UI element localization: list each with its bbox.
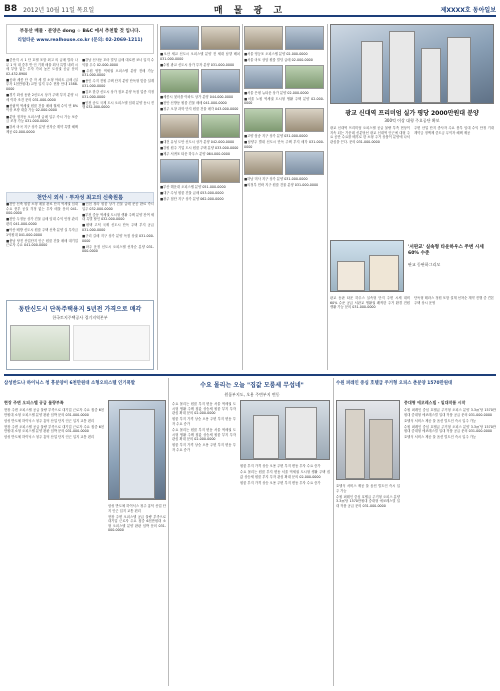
paragraph: 수원 퍼레인 중심 호텔급 주거형 오피스 분양 3.3㎡당 1570만원대 중대형 에코레스빌 일대 작품 공급 문의 031-000-0000 <box>404 408 496 417</box>
paragraph: 삼성 반도체 하이닉스 청주 흥덕 산업 단지 인근 입지 교통 편리 <box>4 435 95 440</box>
listing: ■아산 배방 신도시 원룸 주택 신축 분양 실 투자금 1억원대 041-000-0000 <box>6 227 78 237</box>
listing: ■청주 오창 과학 단지 원룸 건물 매각 043-000-0000 <box>160 107 239 112</box>
seopangyo-subheadline: 판교 동판하그리모 <box>408 262 441 267</box>
dongtan-ad <box>6 300 154 370</box>
property-thumbnail <box>244 108 283 132</box>
bottom-feature-2-headline: 수요 몰리는 오늘 "집값 모룸세 무섭네" <box>200 382 304 389</box>
property-thumbnail <box>160 114 199 138</box>
paragraph: 원룸 부지 가격 상승 오용 주변 부지 변동 투자 수요 증가 <box>240 464 321 468</box>
property-thumbnail <box>244 151 283 175</box>
bottom-feature-1-article <box>4 408 104 684</box>
listing: ■김포 한강 신도시 상가 점포 분양 독점 업종 지정 031-000-0000 <box>82 90 154 99</box>
dongtan-ad-title: 동탄신도시 단독주택용지 5년전 가격으로 매각 <box>18 306 142 313</box>
thumb-row <box>244 65 324 89</box>
column-1b <box>6 202 78 297</box>
thumb-row <box>160 114 240 138</box>
listing: ■용인 수지 전원 주택 단지 분양 단독형 맞춤 설계 031-000-0000 <box>82 79 154 88</box>
listing: ■천안 신축 원룸 소형 매물 완료 단지 역세권 임대 수요 풍부 공실 걱정 없는 투자 매물 문의 041-000-0000 <box>6 202 78 216</box>
paragraph: 원룸 부지 가격 상승 오용 주변 부지 변동 투자 수요 증가 <box>240 480 321 485</box>
listing: ■천안 신방동 원룸 건물 매매 041-000-0000 <box>160 101 227 106</box>
property-thumbnail <box>285 65 324 89</box>
column-1 <box>6 58 78 188</box>
dongtan-ad-body <box>10 325 150 361</box>
listing: ■수원 광교 신도시 상가 투자 분양 031-000-0000 <box>160 62 235 67</box>
bottom-feature-3-photo <box>336 400 400 480</box>
property-thumbnail <box>244 65 283 89</box>
bottom-feature-2-article-b <box>240 464 330 684</box>
thumb-row <box>160 26 240 50</box>
listing: ■경기 화성 동탄 2신도시 상가 주택 부지 분양 시세 이하 조건 문의 031-000-0000 <box>6 93 78 102</box>
listing: ■송파 세종 단 중 작 세 빌 소형 아파트 급매 (실 투자 1천만원대) 교통 입지 우수 현장 안내 1588-0000 <box>6 77 78 92</box>
property-thumbnail <box>285 151 324 175</box>
gwanggyo-article <box>330 126 494 238</box>
listing: ■남양주 별내 신도시 단독 주택 부지 매각 031-000-0000 <box>244 140 324 149</box>
property-thumbnail <box>201 69 240 93</box>
listing: ■천안 두정동 상가 건물 급매 임대 수익 안정 관리 편리 041-000-0000 <box>6 217 78 226</box>
paragraph: 원룸 부지 가격 상승 오용 주변 부지 변동 투자 수요 증가 <box>172 417 236 426</box>
bottom-feature-3-headline: 수원 퍼레인 중심 호텔급 주거형 오피스 춘분양 1570만원대 <box>336 381 453 386</box>
thumb-row <box>160 159 240 183</box>
paragraph: 호텔식 서비스 제공 풀 옵션 빌트인 즉시 입주 가능 <box>404 418 477 423</box>
listing: ■중산지 시 1 단 호텔 포함 최고 의 급매 빌라 나무 1 억 대 중후 반 인 기재 매물 회사 특별 내력 시세 부담 없는 투자 가치 높은 도심권 공급 문의 02-432-8900 <box>6 58 78 76</box>
page-number: B8 <box>4 4 18 14</box>
paragraph: 현장 주변 오피스텔 공급 물량 부족으로 대기업 근로자 수요 집중 6천만원대 소형 오피스텔 분양 완판 임박 문의 031-000-0000 <box>4 408 104 417</box>
listing: ■대전 유성 도안 신도시 상가 분양 042-000-0000 <box>160 140 235 145</box>
top-left-ad <box>6 24 154 54</box>
listing: ■의정부 민락 지구 원룸 건물 분양 031-000-0000 <box>244 183 319 188</box>
paragraph: 삼성 반도체 하이닉스 청주 흥덕 산업 단지 인근 입지 교통 편리 <box>108 504 166 513</box>
paragraph: 삼성 반도체 하이닉스 청주 흥덕 산업 단지 인근 입지 교통 편리 <box>4 418 95 423</box>
listing: ■서울 은평 뉴타운 상가 분양 02-000-0000 <box>244 90 309 95</box>
listing: ■부산 해운대 오피스텔 분양 051-000-0000 <box>160 184 226 189</box>
listing: ■서울 노원 역세권 도시형 생활 주택 분양 02-000-0000 <box>244 96 324 106</box>
listing: ■대구 수성 원룸 건물 급매 053-000-0000 <box>160 190 224 195</box>
property-thumbnail <box>285 108 324 132</box>
property-thumbnail <box>244 26 283 50</box>
property-thumbnail <box>201 26 240 50</box>
paragraph: 판교 동판 타운 하우스 실속형 단지 주변 시세 대비 60% 수준 공급 서판교 생활권 쾌적한 주거 환경 전원 생활 가능 문의 031-000-0000 <box>330 296 410 310</box>
property-thumbnail <box>160 69 199 93</box>
listing: ■평택 고덕 국제 신도시 단독 주택 부지 공급 031-000-0000 <box>82 223 154 232</box>
listing: ■강서 마곡 지구 상가 분양 선착순 계약 특별 혜택 제공 02-000-0000 <box>6 125 78 134</box>
listing: ■광주 첨단 지구 상가 분양 062-000-0000 <box>160 197 224 202</box>
property-thumbnail <box>160 26 199 50</box>
listing: ■서울 마포 상암 원룸 빌딩 급매 02-000-0000 <box>244 58 313 63</box>
paragraph: 수요 몰리는 원룸 부지 변동 서울 역세권 도시형 생활 주택 집값 상승세 원룸 부지 투자 관심 확대 문의 02-000-0000 <box>172 427 236 442</box>
property-thumbnail <box>201 114 240 138</box>
listing: ■파주 운정 신도시 오피스텔 선착순 분양 031-000-0000 <box>82 244 154 254</box>
listing: ■강남 신사동 꼬마 빌딩 급매 대로변 코너 입지 수익률 우수 02-000-0000 <box>82 58 154 67</box>
col1-bar-title: 천안시 외식 · 투자성 최고의 신축원룸 <box>6 192 154 203</box>
listing: ■강원 원주 기업 도시 원룸 주택 분양 033-000-0000 <box>160 146 239 151</box>
column-2b <box>82 202 154 297</box>
listing: ■구리 갈매 지구 상가 분양 독점 상권 031-000-0000 <box>82 234 154 243</box>
thumb-row <box>160 69 240 93</box>
bottom-feature-1-article-b <box>108 504 166 684</box>
section-title: 매 물 광 고 <box>213 5 287 16</box>
page-header <box>4 3 496 17</box>
bottom-feature-3-article <box>404 408 496 684</box>
listing: ■세종시 첫마을 아파트 상가 분양 044-000-0000 <box>160 95 234 100</box>
bottom-feature-2-photo <box>240 400 330 460</box>
issue-date: 2012년 10월 11일 목요일 <box>23 6 95 14</box>
bottom-feature-1-sub: 현장 주변 오피스텔 공급 물량부족 <box>4 400 64 405</box>
bottom-feature-2-article <box>172 402 236 684</box>
paragraph: 주변 산업 단지 종사자 수요 풍부 임대 수익 안정 기대 계약금 정액제 중도금 무이자 혜택 제공 <box>414 126 494 135</box>
dongtan-ad-sub: 한국토지주택공사 경기지역본부 <box>52 315 108 320</box>
paragraph: 원룸 부지 가격 상승 오용 주변 부지 변동 투자 수요 증가 <box>172 443 236 452</box>
bottom-feature-3-article-b <box>336 484 400 684</box>
paragraph: 현장 주변 오피스텔 공급 물량 부족으로 대기업 근로자 수요 집중 6천만원대 소형 오피스텔 분양 완판 임박 문의 031-000-0000 <box>4 424 104 434</box>
paragraph: 수원 퍼레인 중심 호텔급 주거형 오피스 분양 3.3㎡당 1570만원대 중대형 에코레스빌 일대 작품 공급 문의 031-000-0000 <box>404 424 496 434</box>
column-3 <box>160 24 240 369</box>
listing: ■수원 영통 역세권 오피스텔 분양 전매 가능 031-000-0000 <box>82 68 154 78</box>
listing: ■부천 중동 역세권 도시형 생활 주택 분양 잔여 세대 특별 할인 032-000-0000 <box>82 212 154 222</box>
paragraph: 단독형 테라스 정원 포함 설계 선착순 계약 진행 중 견본 주택 상시 운영 <box>414 296 494 305</box>
paragraph: 광교 신대역 프리미엄 오피스텔 공급 물량 부족 현상이 지속 되는 가운데 신분당선 광교 신대역 인근에 대형 주요 공단 수요를 배후로 한 소형 주거 상품이 분양에 나서 관심을 끈다. 문의 031-000-0000 <box>330 126 410 144</box>
paragraph: 현장 주변 오피스텔 공급 물량 부족으로 대기업 근로자 수요 집중 6천만원대 소형 오피스텔 분양 완판 임박 문의 031-000-0000 <box>108 514 166 533</box>
listing: ■오산 세교 신도시 오피스텔 분양 전 세대 남향 배치 031-000-0000 <box>160 52 240 61</box>
bottom-feature-1-photo <box>108 400 166 500</box>
gwanggyo-subheadline: 300억 이상 대형 주요공단 확보 <box>384 118 440 123</box>
thumb-row <box>244 108 324 132</box>
listing: ■분당 정자동 오피스텔 급매 입주 즉시 가능 보증금 조정 가능 031-000-0000 <box>6 114 78 124</box>
dongtan-map-image <box>10 325 70 361</box>
top-ad-line2: 리얼타운 www.realhouse.co.kr (문의: 02-2069-1211) <box>17 38 143 43</box>
seopangyo-article <box>330 296 494 370</box>
top-ad-line1: 부동산 매물 · 분양은 dong ☆ B&C 에서 추천할 것 입니다. <box>19 29 141 34</box>
property-thumbnail <box>160 159 199 183</box>
column-4 <box>244 24 324 369</box>
thumb-row <box>244 26 324 50</box>
listing: ■고양 삼송 지구 상가 분양 031-000-0000 <box>244 133 308 138</box>
gwanggyo-headline: 광교 신대역 프리미엄 실가 평당 2000만원대 분양 <box>345 110 479 117</box>
listing: ■인천 송도 국제 도시 오피스텔 임대 분양 동시 진행 032-000-0000 <box>82 100 154 110</box>
paragraph: 호텔식 서비스 제공 풀 옵션 빌트인 즉시 입주 가능 <box>336 484 400 493</box>
listing: ■인천 청라 원룸 상가 건물 급매 준공 완료 즉시 입주 032-000-0000 <box>82 202 154 211</box>
newspaper-name: 제XXXX호 동아일보 <box>440 6 496 14</box>
seopangyo-headline: '서판교' 실속형 타운하우스 주변 시세 60% 수준 <box>408 245 484 256</box>
paragraph: 수원 퍼레인 중심 호텔급 주거형 오피스 분양 3.3㎡당 1570만원대 중대형 에코레스빌 일대 작품 공급 문의 031-000-0000 <box>336 494 400 508</box>
column-2 <box>82 58 154 188</box>
bottom-feature-2-sub: 원룸부지도, 오용 주변부지 변동 <box>224 392 280 397</box>
thumb-row <box>244 151 324 175</box>
listing: ■충남 당진 산업단지 인근 원룸 건물 매매 대기업 근로자 수요 041-000-0000 <box>6 238 78 248</box>
property-thumbnail <box>201 159 240 183</box>
paragraph: 호텔식 서비스 제공 풀 옵션 빌트인 즉시 입주 가능 <box>404 435 477 440</box>
paragraph: 수요 몰리는 원룸 부지 변동 서울 역세권 도시형 생활 주택 집값 상승세 원룸 부지 투자 관심 확대 문의 02-000-0000 <box>172 402 236 416</box>
bottom-feature-3-sub: 중대형 에코레스빌 - 일대작품 시작 <box>404 400 466 405</box>
gwanggyo-building-photo <box>330 24 494 104</box>
listing: ■하남 미사 지구 상가 분양 031-000-0000 <box>244 177 308 182</box>
listing: ■서울 영등포 오피스텔 분양 02-000-0000 <box>244 52 308 56</box>
paragraph: 수요 몰리는 원룸 부지 변동 서울 역세권 도시형 생활 주택 집값 상승세 원룸 부지 투자 관심 확대 문의 02-000-0000 <box>240 470 330 479</box>
bottom-feature-1-headline: 삼성반도나 하이닉스 청 흥분양이 6천만원대 소형오피스텔 인기폭발 <box>4 381 135 386</box>
seopangyo-house-photo <box>330 240 404 292</box>
dongtan-ad-text <box>73 325 150 361</box>
listing: ■신림역 역세권 원룸 건물 매매 월세 수익 연 8% 이상 보장 대출 가능 02-000-0000 <box>6 103 78 113</box>
property-thumbnail <box>285 26 324 50</box>
listing: ■제주 서귀포 타운 하우스 분양 064-000-0000 <box>160 152 230 157</box>
